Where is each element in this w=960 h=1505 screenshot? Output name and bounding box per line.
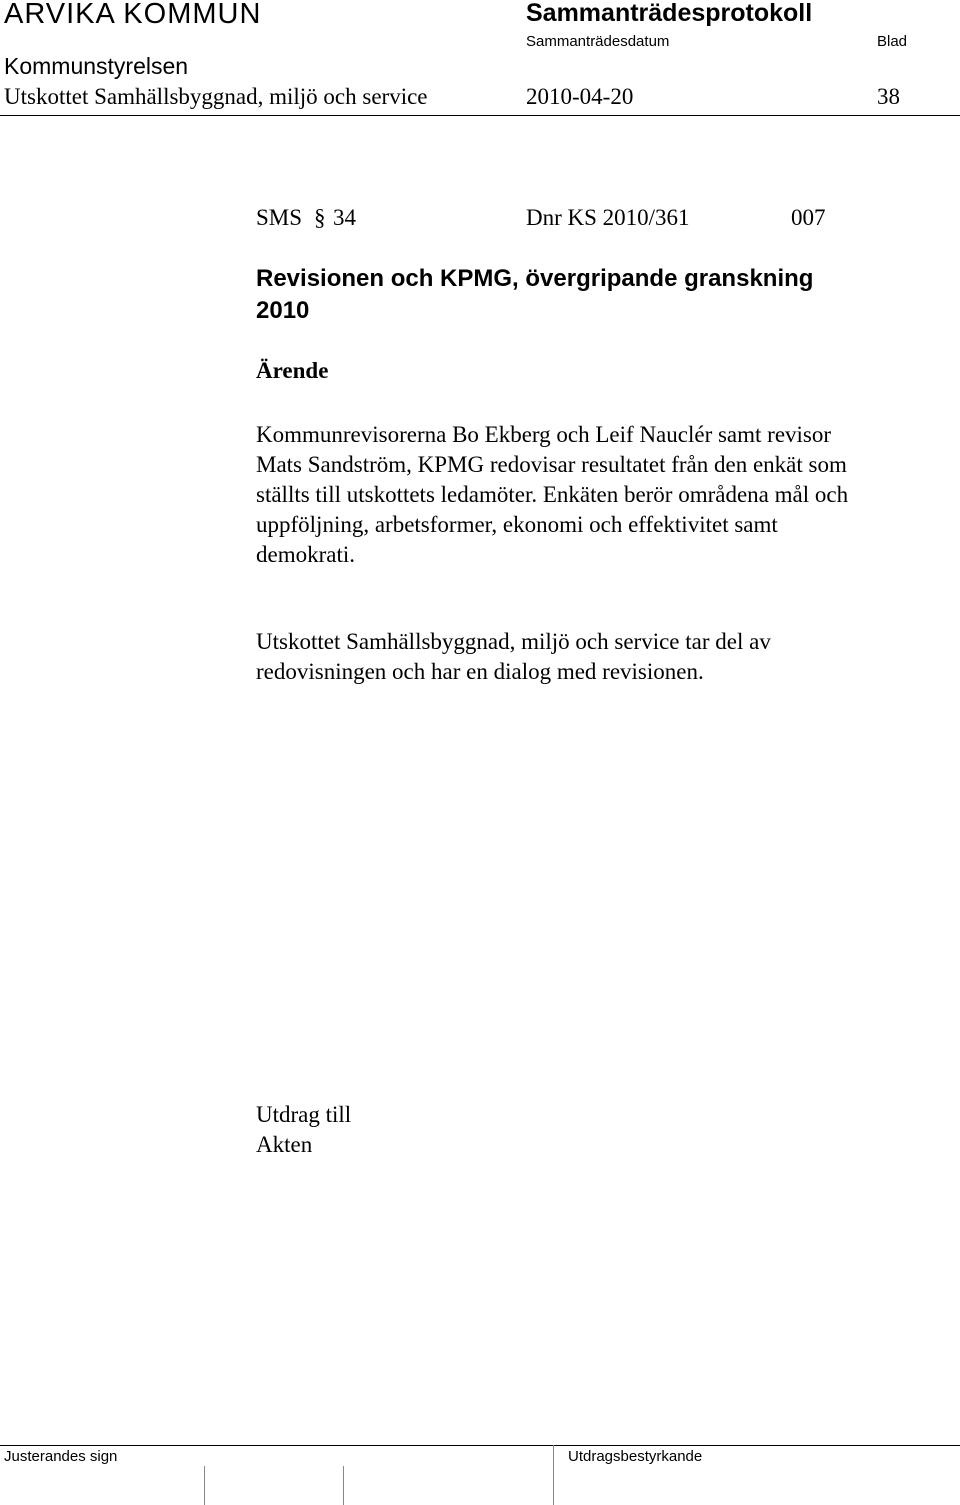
paragraph-line: Mats Sandström, KPMG redovisar resultatet från den enkät som: [256, 452, 847, 477]
paragraph-line: Utskottet Samhällsbyggnad, miljö och service tar del av: [256, 629, 771, 654]
case-code: 007: [791, 205, 826, 230]
paragraph-line: demokrati.: [256, 542, 355, 567]
case-title: Revisionen och KPMG, övergripande granskning 2010: [256, 265, 814, 324]
logo: ARVIKA KOMMUN: [4, 0, 262, 30]
signature-box-divider: [204, 1466, 205, 1505]
document-type: Sammanträdesprotokoll: [526, 0, 813, 27]
section-prefix: SMS: [256, 205, 303, 230]
page-number: 38: [877, 84, 900, 109]
meeting-date: 2010-04-20: [526, 84, 634, 109]
committee-name: Utskottet Samhällsbyggnad, miljö och service: [4, 84, 428, 109]
page-label: Blad: [877, 33, 908, 50]
paragraph-line: uppföljning, arbetsformer, ekonomi och effektivitet samt: [256, 512, 778, 537]
paragraph-line: ställts till utskottets ledamöter. Enkäten berör områdena mål och: [256, 482, 849, 507]
signature-label: Justerandes sign: [4, 1448, 118, 1465]
header-rule: [0, 115, 960, 116]
footer-rule: [0, 1445, 960, 1446]
section-number: 34: [333, 205, 356, 230]
extract-line: Akten: [256, 1132, 313, 1157]
paragraph-1: [256, 420, 848, 570]
extract-distribution: [256, 1100, 351, 1160]
arende-heading: Ärende: [256, 358, 329, 383]
footer-divider: [553, 1445, 554, 1505]
paragraph-line: Kommunrevisorerna Bo Ekberg och Leif Nauclér samt revisor: [256, 422, 832, 447]
extract-line: Utdrag till: [256, 1102, 352, 1127]
certification-label: Utdragsbestyrkande: [568, 1448, 703, 1465]
case-number: Dnr KS 2010/361: [526, 205, 690, 230]
paragraph-line: redovisningen och har en dialog med revisionen.: [256, 659, 704, 684]
paragraph-2: [256, 627, 771, 687]
signature-box-divider: [343, 1466, 344, 1505]
section-symbol: §: [314, 205, 326, 230]
organization: Kommunstyrelsen: [4, 53, 189, 79]
date-label: Sammanträdesdatum: [526, 33, 670, 50]
